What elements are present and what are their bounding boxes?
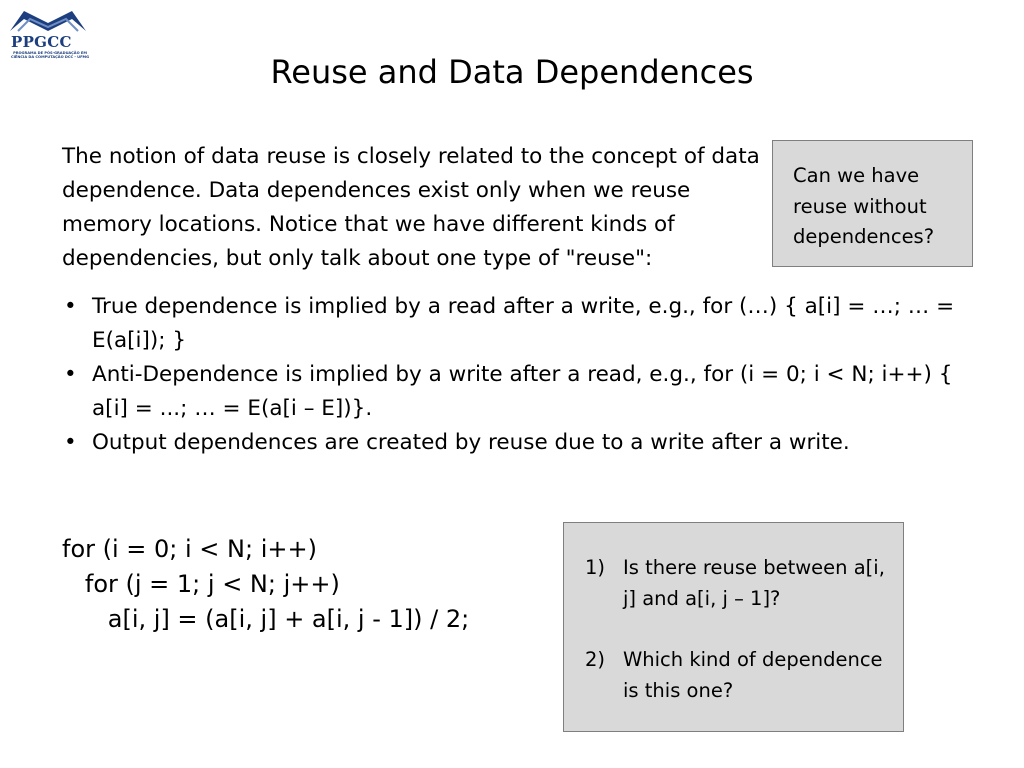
code-line: for (i = 0; i < N; i++) — [62, 535, 317, 563]
intro-paragraph: The notion of data reuse is closely related to the concept of data dependence. Data dependences exist only when we reuse memory locations. Notice that we have different kinds of dependencies, but only talk about one type of "reuse": — [62, 144, 760, 271]
dependence-bullet-list — [62, 290, 967, 460]
question-text: Which kind of dependence is this one? — [623, 648, 883, 702]
bullet-text: True dependence is implied by a read after a write, e.g., for (…) { a[i] = …; … = E(a[i]); } — [92, 294, 955, 353]
logo-text: PPGCC — [11, 33, 72, 51]
bullet-text: Anti-Dependence is implied by a write after a read, e.g., for (i = 0; i < N; i++) { a[i] = ...; … = E(a[i – E])}. — [92, 362, 953, 421]
question-number: 1) — [585, 556, 606, 579]
logo-emblem-icon — [4, 5, 92, 35]
question-item — [585, 553, 893, 614]
bullet-true-dependence — [62, 290, 967, 358]
code-example — [62, 532, 469, 637]
questions-callout — [563, 522, 904, 732]
bullet-icon: • — [64, 430, 77, 455]
bullet-output-dependence — [62, 426, 967, 460]
bullet-text: Output dependences are created by reuse due to a write after a write. — [92, 430, 850, 455]
reuse-question-callout: Can we have reuse without dependences? — [772, 140, 973, 267]
code-line: a[i, j] = (a[i, j] + a[i, j - 1]) / 2; — [62, 605, 470, 633]
bullet-anti-dependence — [62, 358, 967, 426]
question-number: 2) — [585, 648, 606, 671]
bullet-icon: • — [64, 294, 77, 319]
question-text: Is there reuse between a[i, j] and a[i, j – 1]? — [623, 556, 885, 610]
bullet-icon: • — [64, 362, 77, 387]
question-item — [585, 645, 893, 706]
code-line: for (j = 1; j < N; j++) — [62, 570, 340, 598]
logo-subtitle: PROGRAMA DE PÓS-GRADUAÇÃO EM CIÊNCIA DA COMPUTAÇÃO DCC - UFMG — [10, 51, 90, 60]
slide-title: Reuse and Data Dependences — [270, 53, 754, 91]
